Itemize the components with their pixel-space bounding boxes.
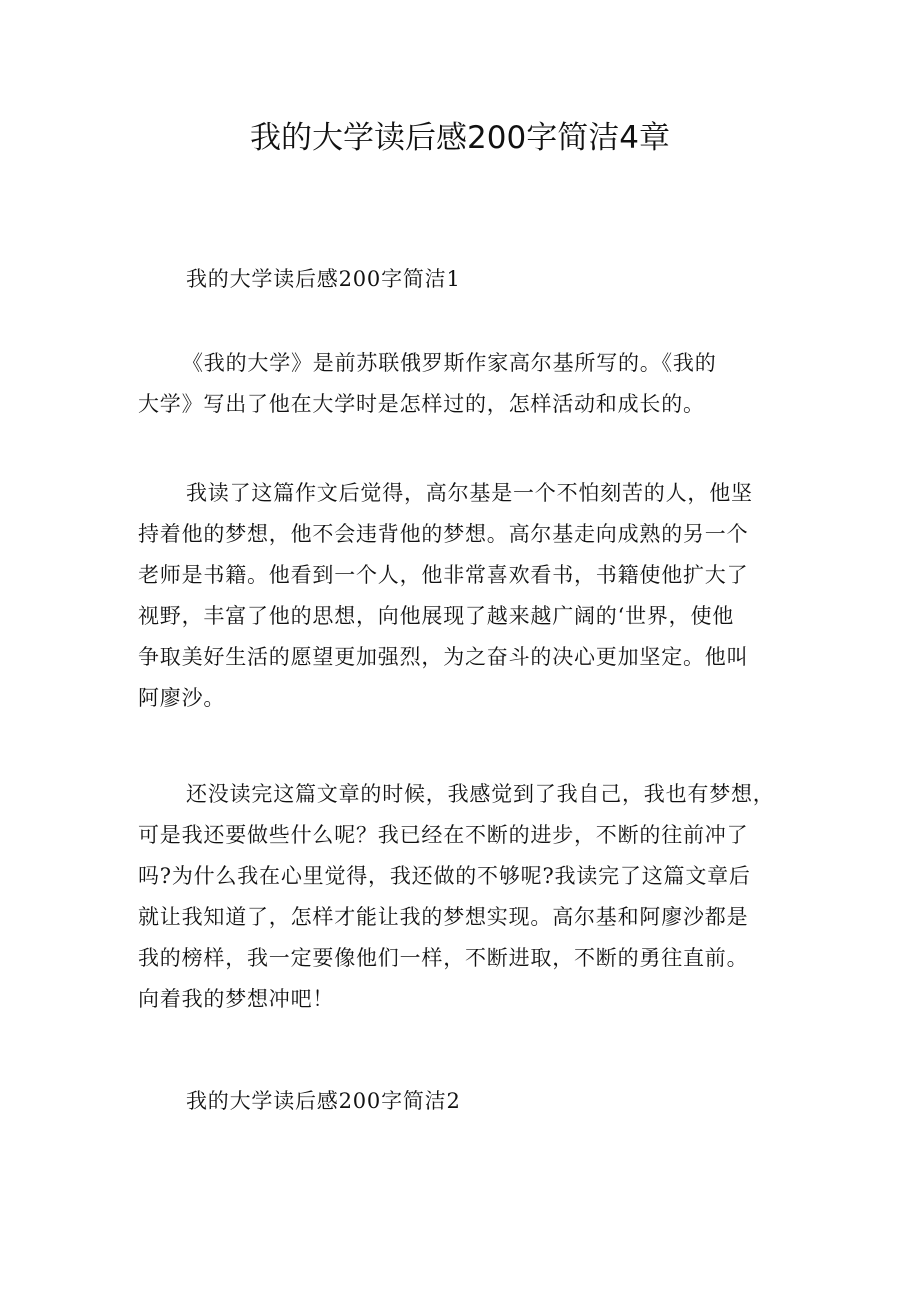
text-line: 我读了这篇作文后觉得，高尔基是一个不怕刻苦的人，他坚 — [186, 481, 753, 505]
text-line: 《我的大学》是前苏联俄罗斯作家高尔基所写的。《我的 — [182, 351, 717, 375]
section-heading: 我的大学读后感200字简洁1 — [186, 267, 461, 291]
text-line: 争取美好生活的愿望更加强烈，为之奋斗的决心更加坚定。他叫 — [138, 645, 749, 669]
paragraph — [138, 473, 798, 719]
text-line: 阿廖沙。 — [138, 686, 226, 710]
text-line: 视野，丰富了他的思想，向他展现了越来越广阔的‘世界，使他 — [138, 604, 735, 628]
document-title: 我的大学读后感200字简洁4章 — [250, 120, 670, 156]
text-line: 吗?为什么我在心里觉得，我还做的不够呢?我读完了这篇文章后 — [138, 864, 751, 888]
text-line: 还没读完这篇文章的时候，我感觉到了我自己，我也有梦想， — [186, 782, 775, 806]
text-line: 大学》写出了他在大学时是怎样过的，怎样活动和成长的。 — [138, 392, 705, 416]
text-line: 持着他的梦想，他不会违背他的梦想。高尔基走向成熟的另一个 — [138, 522, 749, 546]
section-heading: 我的大学读后感200字简洁2 — [186, 1089, 461, 1113]
text-line: 我的榜样，我一定要像他们一样，不断进取，不断的勇往直前。 — [138, 946, 749, 970]
text-line: 老师是书籍。他看到一个人，他非常喜欢看书，书籍使他扩大了 — [138, 563, 749, 587]
paragraph — [138, 343, 798, 425]
text-line: 就让我知道了，怎样才能让我的梦想实现。高尔基和阿廖沙都是 — [138, 905, 749, 929]
paragraph — [138, 774, 798, 1020]
text-line: 向着我的梦想冲吧！ — [138, 987, 335, 1011]
text-line: 可是我还要做些什么呢？我已经在不断的进步，不断的往前冲了 — [138, 823, 749, 847]
